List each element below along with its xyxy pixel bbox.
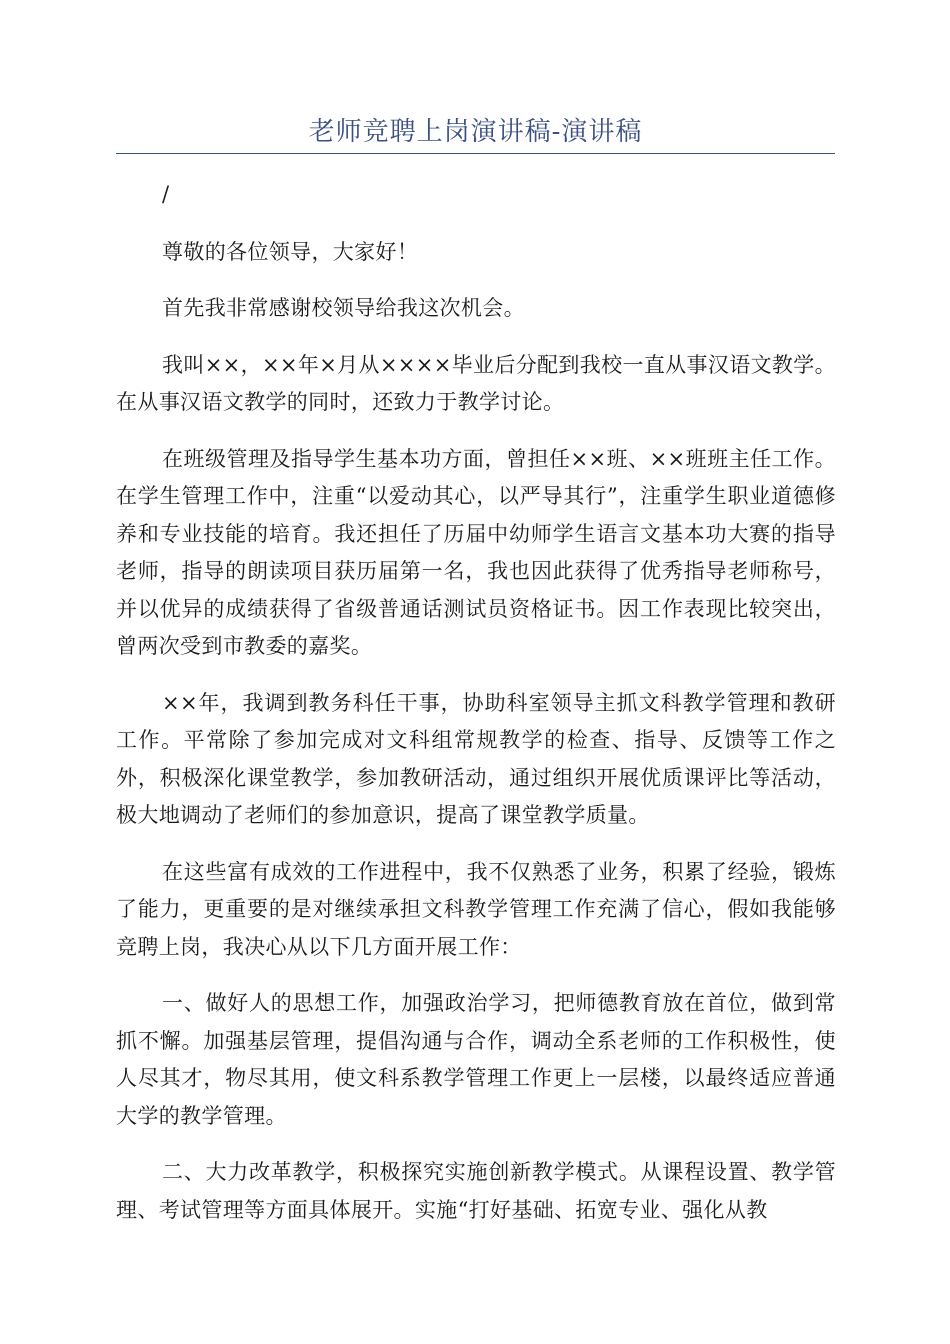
paragraph-thanks: 首先我非常感谢校领导给我这次机会。 (162, 296, 525, 320)
document-title: 老师竞聘上岗演讲稿-演讲稿 (308, 117, 643, 147)
title-underline (116, 153, 835, 154)
paragraph-slash: / (162, 182, 170, 206)
paragraph-greeting: 尊敬的各位领导，大家好！ (162, 239, 419, 264)
paragraph-class-management: 在班级管理及指导学生基本功方面，曾担任××班、××班班主任工作。在学生管理工作中，注重“以爱动其心，以严导其行”，注重学生职业道德修养和专业技能的培育。我还担任了历届中幼师学生语言文基本功大赛的指导老师，指导的朗读项目获历届第一名，我也因此获得了优秀指导老师称号，并以优异的成绩获得了省级普通话测试员资格证书。因工作表现比较突出，曾两次受到市教委的嘉奖。 (116, 446, 836, 658)
paragraph-confidence: 在这些富有成效的工作进程中，我不仅熟悉了业务，积累了经验，锻炼了能力，更重要的是对继续承担文科教学管理工作充满了信心，假如我能够竞聘上岗，我决心从以下几方面开展工作： (116, 859, 836, 959)
paragraph-introduction: 我叫××，××年×月从××××毕业后分配到我校一直从事汉语文教学。在从事汉语文教学的同时，还致力于教学讨论。 (116, 352, 836, 414)
document-body (116, 176, 836, 1229)
paragraph-academic-affairs: ××年，我调到教务科任干事，协助科室领导主抓文科教学管理和教研工作。平常除了参加完成对文科组常规教学的检查、指导、反馈等工作之外，积极深化课堂教学，参加教研活动，通过组织开展优质课评比等活动，极大地调动了老师们的参加意识，提高了课堂教学质量。 (116, 690, 836, 827)
paragraph-plan-one: 一、做好人的思想工作，加强政治学习，把师德教育放在首位，做到常抓不懈。加强基层管理，提倡沟通与合作，调动全系老师的工作积极性，使人尽其才，物尽其用，使文科系教学管理工作更上一层楼，以最终适应普通大学的教学管理。 (116, 991, 836, 1128)
paragraph-plan-two: 二、大力改革教学，积极探究实施创新教学模式。从课程设置、教学管理、考试管理等方面具体展开。实施“打好基础、拓宽专业、强化从教 (116, 1160, 836, 1222)
